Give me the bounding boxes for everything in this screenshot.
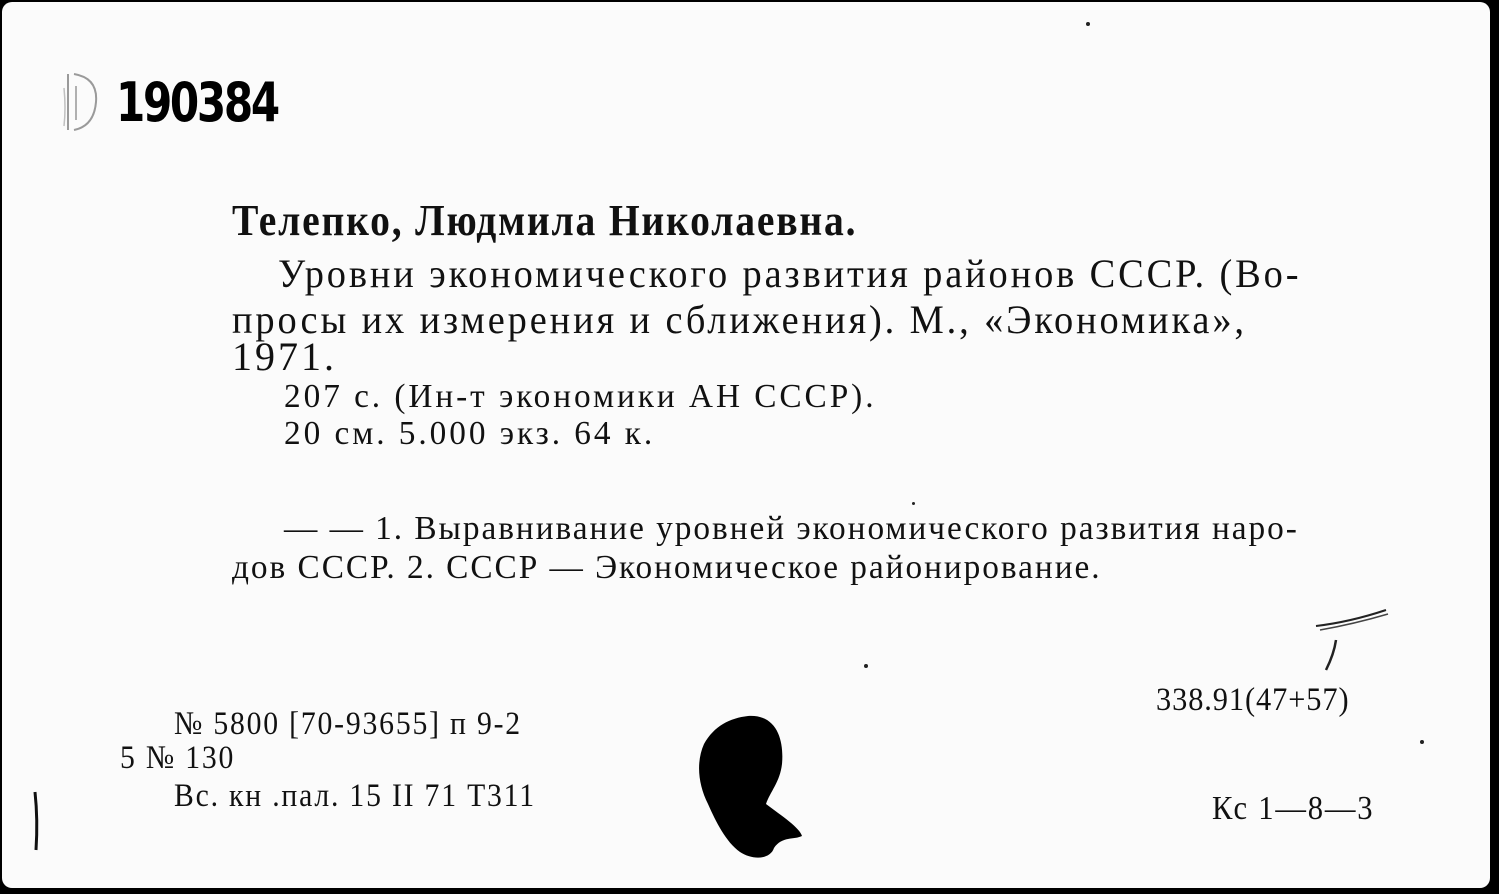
footer-line-1: № 5800 [70-93655] п 9-2 — [174, 706, 522, 742]
footer-line-2: 5 № 130 — [120, 740, 236, 776]
scan-speck — [1420, 740, 1424, 744]
collation-line-1: 207 с. (Ин-т экономики АН СССР). — [284, 378, 877, 415]
author-heading: Телепко, Людмила Николаевна. — [232, 196, 858, 245]
title-line-2: просы их измерения и сближения). М., «Экономика», — [232, 297, 1247, 342]
subject-line-2: дов СССР. 2. СССР — Экономическое районирование. — [232, 549, 1102, 586]
edge-scratch-icon — [32, 790, 40, 852]
handwritten-accession — [62, 68, 323, 136]
subject-line-1: — — 1. Выравнивание уровней экономического развития наро- — [284, 510, 1299, 547]
footer-line-3: Вс. кн .пал. 15 II 71 Т311 — [174, 778, 536, 814]
scan-speck — [912, 502, 915, 505]
handwritten-tick-icon — [1310, 604, 1394, 676]
scan-speck — [1086, 22, 1090, 26]
accession-number: 190384 — [116, 70, 278, 134]
title-line-3: 1971. — [232, 334, 337, 379]
classification-number: 338.91(47+57) — [1156, 682, 1350, 718]
scan-speck — [864, 664, 868, 668]
ink-blot-icon — [690, 712, 806, 862]
title-line-1: Уровни экономического развития районов СССР. (Во- — [278, 251, 1302, 296]
faint-stamp-d-icon — [62, 68, 102, 136]
catalog-card — [2, 2, 1490, 888]
shelf-mark: Кс 1—8—3 — [1212, 790, 1375, 827]
collation-line-2: 20 см. 5.000 экз. 64 к. — [284, 415, 656, 452]
